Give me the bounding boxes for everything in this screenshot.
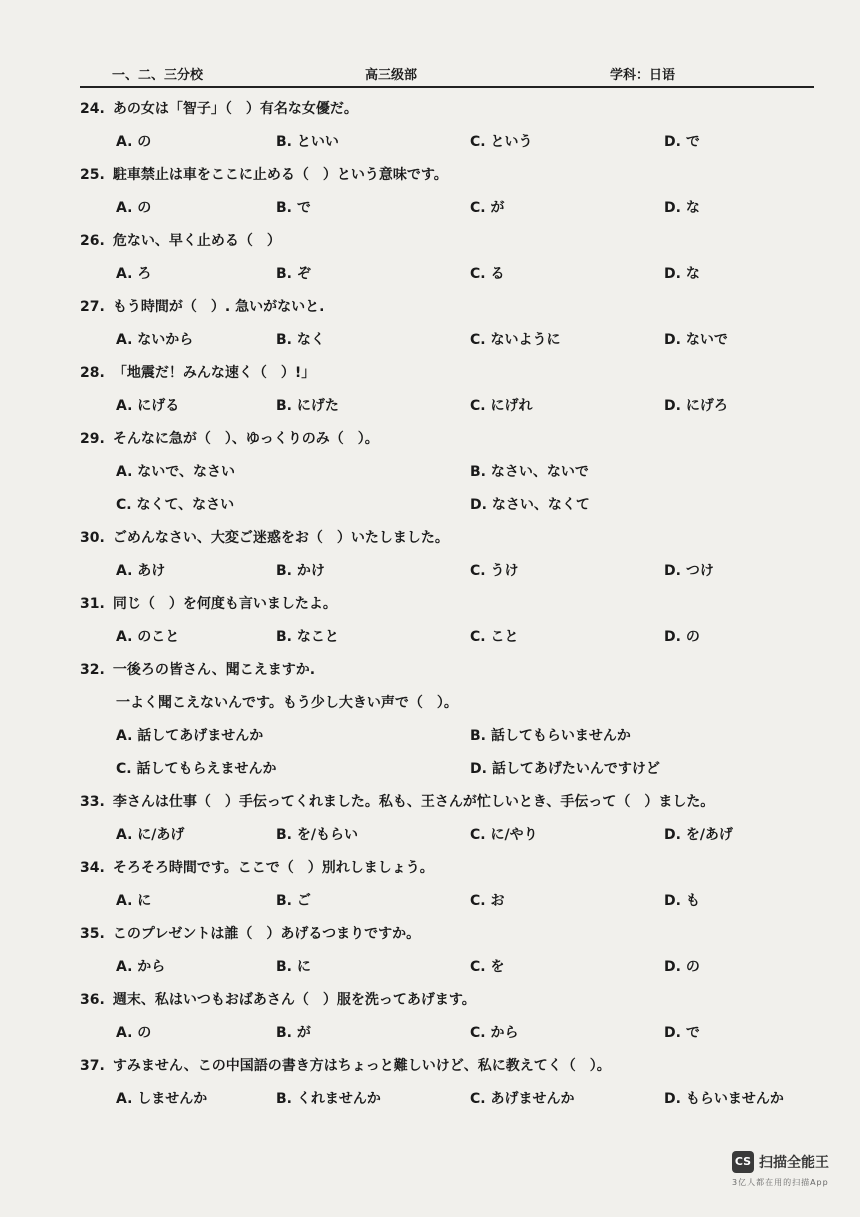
question-stem [80,428,840,450]
option-b[interactable]: B. かけ [276,563,325,579]
question-number: 29. [80,431,105,447]
question-stem [80,989,840,1011]
option-d[interactable]: D. も [664,893,700,909]
scanner-watermark [732,1151,842,1191]
question-text: ごめんなさい、大変ご迷惑をお（ ）いたしました。 [112,530,449,546]
option-b[interactable]: B. にげた [276,398,339,414]
question-stem [80,1055,840,1077]
option-b[interactable]: B. なく [276,332,325,348]
options-row [80,890,840,912]
question-number: 25. [80,167,105,183]
question-stem [80,923,840,945]
question-number: 36. [80,992,105,1008]
options-row [80,131,840,153]
question-stem [80,659,840,681]
question-number: 33. [80,794,105,810]
question-number: 30. [80,530,105,546]
question-32 [80,659,840,791]
options-row [80,395,840,417]
options-row [80,461,840,483]
option-d[interactable]: D. にげろ [664,398,728,414]
question-31 [80,593,840,659]
question-stem [80,296,840,318]
option-b[interactable]: B. を/もらい [276,827,358,843]
question-number: 26. [80,233,105,249]
options-row [80,560,840,582]
option-a[interactable]: A. のこと [116,629,180,645]
question-36 [80,989,840,1055]
option-a[interactable]: A. から [116,959,166,975]
option-a[interactable]: A. にげる [116,398,180,414]
question-text: もう時間が（ ）. 急いがないと. [112,299,325,315]
option-a[interactable]: A. しませんか [116,1091,208,1107]
question-stem [80,98,840,120]
options-row [80,329,840,351]
options-row [80,1088,840,1110]
question-stem [80,527,840,549]
camscanner-logo-icon: CS [732,1151,754,1173]
option-a[interactable]: A. の [116,134,152,150]
option-a[interactable]: A. の [116,200,152,216]
question-34 [80,857,840,923]
option-c[interactable]: C. お [470,893,505,909]
option-c[interactable]: C. にげれ [470,398,533,414]
option-a[interactable]: A. ないで、なさい [116,464,236,480]
option-d[interactable]: D. な [664,266,700,282]
question-text: そんなに急が（ ）、ゆっくりのみ（ ）。 [112,431,379,447]
question-number: 27. [80,299,105,315]
option-b[interactable]: B. といい [276,134,339,150]
question-30 [80,527,840,593]
question-number: 32. [80,662,105,678]
option-d[interactable]: D. を/あげ [664,827,733,843]
option-b[interactable]: B. で [276,200,311,216]
question-stem [80,857,840,879]
question-number: 31. [80,596,105,612]
question-stem [80,791,840,813]
option-b[interactable]: B. なこと [276,629,339,645]
question-35 [80,923,840,989]
option-c[interactable]: C. という [470,134,533,150]
page-header [80,62,814,88]
question-text: 週末、私はいつもおばあさん（ ）服を洗ってあげます。 [112,992,476,1008]
question-text: 李さんは仕事（ ）手伝ってくれました。私も、王さんが忙しいとき、手伝って（ ）ました。 [112,794,715,810]
option-c[interactable]: C. が [470,200,505,216]
question-subline: 一よく聞こえないんです。もう少し大きい声で（ ）。 [116,695,458,711]
question-stem [80,164,840,186]
question-24 [80,98,840,164]
option-a[interactable]: A. 話してあげませんか [116,728,264,744]
question-text: あの女は「智子」（ ）有名な女優だ。 [112,101,358,117]
option-b[interactable]: B. に [276,959,311,975]
options-row [80,197,840,219]
header-school: 一、二、三分校 [112,68,204,83]
options-row [80,725,840,747]
question-text: 駐車禁止は車をここに止める（ ）という意味です。 [112,167,448,183]
option-c[interactable]: C. あげませんか [470,1091,575,1107]
option-c[interactable]: C. なくて、なさい [116,497,235,513]
question-25 [80,164,840,230]
option-b[interactable]: B. くれませんか [276,1091,381,1107]
option-a[interactable]: A. ろ [116,266,152,282]
option-a[interactable]: A. ないから [116,332,194,348]
option-a[interactable]: A. の [116,1025,152,1041]
option-c[interactable]: C. から [470,1025,519,1041]
option-d[interactable]: D. で [664,134,700,150]
option-b[interactable]: B. 話してもらいませんか [470,728,631,744]
option-c[interactable]: C. うけ [470,563,519,579]
option-d[interactable]: D. で [664,1025,700,1041]
question-number: 35. [80,926,105,942]
option-d[interactable]: D. な [664,200,700,216]
question-text: 危ない、早く止める（ ） [112,233,281,249]
option-d[interactable]: D. の [664,959,700,975]
option-b[interactable]: B. なさい、ないで [470,464,589,480]
question-27 [80,296,840,362]
watermark-app-name: 扫描全能王 [759,1155,829,1171]
question-37 [80,1055,840,1110]
question-stem [80,362,840,384]
option-c[interactable]: C. る [470,266,505,282]
options-row [80,263,840,285]
option-d[interactable]: D. ないで [664,332,728,348]
question-text: 同じ（ ）を何度も言いましたよ。 [112,596,337,612]
option-d[interactable]: D. つけ [664,563,714,579]
option-c[interactable]: C. ないように [470,332,561,348]
question-29 [80,428,840,527]
option-c[interactable]: C. を [470,959,505,975]
question-number: 28. [80,365,105,381]
question-number: 34. [80,860,105,876]
options-row [80,1022,840,1044]
options-row [80,494,840,516]
question-text: 「地震だ！みんな速く（ ）!」 [112,365,316,381]
option-d[interactable]: D. もらいませんか [664,1091,784,1107]
question-stem [80,230,840,252]
option-a[interactable]: A. あけ [116,563,166,579]
option-b[interactable]: B. ぞ [276,266,311,282]
question-33 [80,791,840,857]
question-text: 一後ろの皆さん、聞こえますか. [112,662,316,678]
question-text: そろそろ時間です。ここで（ ）別れしましょう。 [112,860,434,876]
option-a[interactable]: A. に/あげ [116,827,185,843]
question-text: このプレゼントは誰（ ）あげるつまりですか。 [112,926,421,942]
option-c[interactable]: C. に/やり [470,827,538,843]
watermark-tagline: 3亿人都在用的扫描App [732,1178,829,1187]
option-d[interactable]: D. なさい、なくて [470,497,590,513]
question-26 [80,230,840,296]
question-text: すみません、この中国語の書き方はちょっと難しいけど、私に教えてく（ ）。 [112,1058,611,1074]
option-b[interactable]: B. が [276,1025,311,1041]
question-number: 24. [80,101,105,117]
option-d[interactable]: D. の [664,629,700,645]
option-a[interactable]: A. に [116,893,152,909]
options-row [80,758,840,780]
question-number: 37. [80,1058,105,1074]
header-grade: 高三级部 [365,68,418,83]
option-c[interactable]: C. こと [470,629,519,645]
option-b[interactable]: B. ご [276,893,311,909]
question-28 [80,362,840,428]
question-list [80,98,840,1110]
option-d[interactable]: D. 話してあげたいんですけど [470,761,660,777]
question-stem [80,593,840,615]
options-row [80,626,840,648]
options-row [80,824,840,846]
options-row [80,956,840,978]
header-subject: 学科：日语 [610,68,676,83]
option-c[interactable]: C. 話してもらえませんか [116,761,277,777]
